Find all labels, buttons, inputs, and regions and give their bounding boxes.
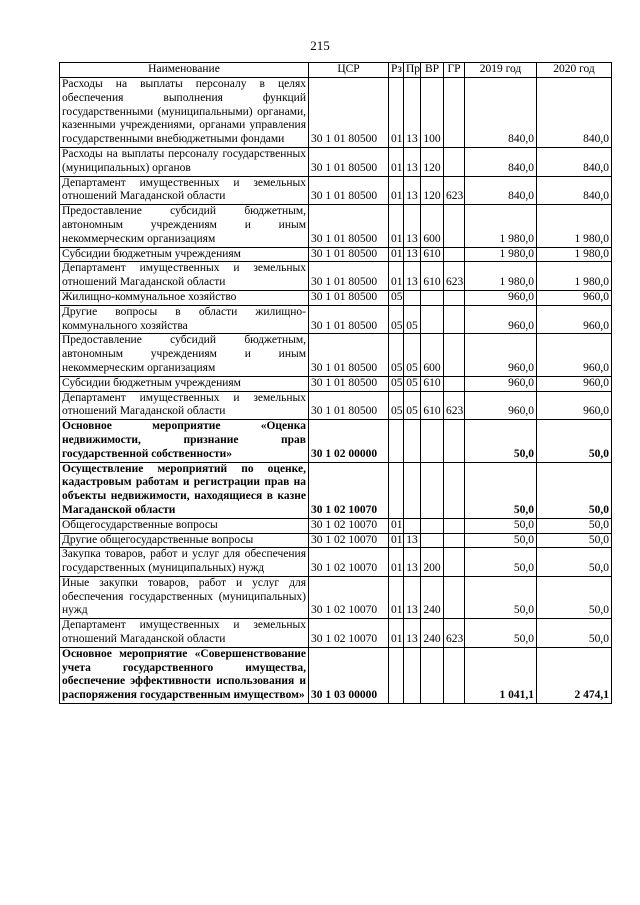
row-vr [421, 533, 444, 548]
row-vr [421, 647, 444, 703]
row-vr: 100 [421, 78, 444, 148]
row-2020: 1 980,0 [537, 262, 612, 291]
table-row [60, 376, 612, 391]
table-header-row [60, 63, 612, 78]
row-name: Предоставление субсидий бюджетным, автономным учреждениям и иным некоммерческим организациям [60, 334, 309, 376]
row-2020: 840,0 [537, 78, 612, 148]
row-2019: 960,0 [465, 305, 537, 334]
row-2020: 840,0 [537, 176, 612, 205]
row-pr [404, 420, 421, 462]
row-csr: 30 1 01 80500 [309, 262, 389, 291]
row-2019: 960,0 [465, 391, 537, 420]
row-gr [444, 334, 465, 376]
row-2019: 50,0 [465, 420, 537, 462]
row-2019: 50,0 [465, 533, 537, 548]
row-csr: 30 1 01 80500 [309, 247, 389, 262]
table-body [60, 78, 612, 704]
row-name: Осуществление мероприятий по оценке, кадастровым работам и регистрации прав на объекты недвижимости, находящиеся в казне Магаданской области [60, 462, 309, 518]
row-rz: 05 [389, 290, 404, 305]
row-vr [421, 462, 444, 518]
row-pr: 13 [404, 576, 421, 618]
row-rz: 01 [389, 205, 404, 247]
table-row [60, 334, 612, 376]
row-pr [404, 462, 421, 518]
row-gr [444, 647, 465, 703]
budget-table [59, 62, 612, 704]
table-row [60, 420, 612, 462]
table-row [60, 576, 612, 618]
row-csr: 30 1 03 00000 [309, 647, 389, 703]
row-vr: 610 [421, 247, 444, 262]
table-row [60, 548, 612, 577]
row-rz: 05 [389, 376, 404, 391]
row-pr: 13 [404, 78, 421, 148]
row-vr: 600 [421, 334, 444, 376]
row-pr: 13 [404, 176, 421, 205]
row-name: Департамент имущественных и земельных отношений Магаданской области [60, 619, 309, 648]
row-pr: 05 [404, 376, 421, 391]
row-csr: 30 1 01 80500 [309, 290, 389, 305]
row-pr: 05 [404, 391, 421, 420]
row-name: Субсидии бюджетным учреждениям [60, 247, 309, 262]
row-rz [389, 462, 404, 518]
table-row [60, 391, 612, 420]
row-pr [404, 647, 421, 703]
row-2019: 960,0 [465, 334, 537, 376]
row-2020: 50,0 [537, 462, 612, 518]
table-row [60, 647, 612, 703]
row-2020: 50,0 [537, 619, 612, 648]
row-name: Основное мероприятие «Совершенствование учета государственного имущества, обеспечение эффективности использования и распоряжения государственным имуществом» [60, 647, 309, 703]
row-2019: 1 041,1 [465, 647, 537, 703]
row-vr [421, 305, 444, 334]
row-2020: 960,0 [537, 290, 612, 305]
row-csr: 30 1 01 80500 [309, 376, 389, 391]
table-row [60, 247, 612, 262]
header-2020: 2020 год [537, 63, 612, 78]
row-vr [421, 518, 444, 533]
row-gr [444, 205, 465, 247]
row-gr [444, 147, 465, 176]
row-pr: 13 [404, 548, 421, 577]
table-row [60, 518, 612, 533]
row-csr: 30 1 02 10070 [309, 533, 389, 548]
row-pr: 05 [404, 305, 421, 334]
row-vr: 240 [421, 619, 444, 648]
row-rz [389, 647, 404, 703]
row-csr: 30 1 01 80500 [309, 176, 389, 205]
header-csr: ЦСР [309, 63, 389, 78]
row-2019: 50,0 [465, 576, 537, 618]
row-vr: 120 [421, 147, 444, 176]
row-gr [444, 290, 465, 305]
row-2019: 50,0 [465, 462, 537, 518]
row-name: Предоставление субсидий бюджетным, автономным учреждениям и иным некоммерческим организациям [60, 205, 309, 247]
row-pr: 13 [404, 147, 421, 176]
row-pr: 13 [404, 205, 421, 247]
row-csr: 30 1 02 10070 [309, 462, 389, 518]
row-2020: 960,0 [537, 334, 612, 376]
row-vr [421, 290, 444, 305]
row-2019: 1 980,0 [465, 247, 537, 262]
row-2019: 960,0 [465, 290, 537, 305]
row-2019: 50,0 [465, 548, 537, 577]
row-csr: 30 1 02 10070 [309, 619, 389, 648]
row-vr: 200 [421, 548, 444, 577]
row-pr: 13 [404, 533, 421, 548]
table-row [60, 462, 612, 518]
row-csr: 30 1 02 10070 [309, 518, 389, 533]
row-2020: 50,0 [537, 576, 612, 618]
header-pr: Пр [404, 63, 421, 78]
table-row [60, 262, 612, 291]
row-vr: 600 [421, 205, 444, 247]
table-row [60, 205, 612, 247]
row-name: Департамент имущественных и земельных отношений Магаданской области [60, 262, 309, 291]
row-2019: 840,0 [465, 147, 537, 176]
row-2019: 960,0 [465, 376, 537, 391]
row-rz: 01 [389, 147, 404, 176]
row-gr [444, 533, 465, 548]
row-rz: 01 [389, 576, 404, 618]
row-name: Общегосударственные вопросы [60, 518, 309, 533]
row-name: Другие общегосударственные вопросы [60, 533, 309, 548]
row-vr: 610 [421, 262, 444, 291]
row-vr [421, 420, 444, 462]
row-gr [444, 576, 465, 618]
row-name: Иные закупки товаров, работ и услуг для обеспечения государственных (муниципальных) нужд [60, 576, 309, 618]
row-csr: 30 1 01 80500 [309, 391, 389, 420]
row-vr: 120 [421, 176, 444, 205]
page-number: 215 [310, 38, 330, 53]
row-gr [444, 305, 465, 334]
row-rz: 01 [389, 176, 404, 205]
row-gr [444, 462, 465, 518]
row-2020: 960,0 [537, 376, 612, 391]
row-rz: 05 [389, 391, 404, 420]
table-row [60, 533, 612, 548]
row-gr [444, 420, 465, 462]
header-rz: Рз [389, 63, 404, 78]
table-row [60, 78, 612, 148]
row-gr: 623 [444, 391, 465, 420]
row-gr [444, 247, 465, 262]
row-pr: 13 [404, 247, 421, 262]
row-name: Департамент имущественных и земельных отношений Магаданской области [60, 391, 309, 420]
row-vr: 610 [421, 376, 444, 391]
header-vr: ВР [421, 63, 444, 78]
row-csr: 30 1 01 80500 [309, 205, 389, 247]
row-rz: 05 [389, 305, 404, 334]
row-name: Расходы на выплаты персоналу государственных (муниципальных) органов [60, 147, 309, 176]
row-csr: 30 1 02 10070 [309, 576, 389, 618]
row-2020: 840,0 [537, 147, 612, 176]
row-2020: 50,0 [537, 533, 612, 548]
table-row [60, 305, 612, 334]
row-pr [404, 518, 421, 533]
row-gr: 623 [444, 176, 465, 205]
row-name: Другие вопросы в области жилищно-коммунального хозяйства [60, 305, 309, 334]
row-gr: 623 [444, 619, 465, 648]
row-name: Основное мероприятие «Оценка недвижимости, признание прав государственной собственности» [60, 420, 309, 462]
row-gr [444, 548, 465, 577]
row-rz [389, 420, 404, 462]
row-rz: 01 [389, 548, 404, 577]
row-rz: 01 [389, 247, 404, 262]
row-name: Департамент имущественных и земельных отношений Магаданской области [60, 176, 309, 205]
row-name: Жилищно-коммунальное хозяйство [60, 290, 309, 305]
table-row [60, 290, 612, 305]
row-name: Закупка товаров, работ и услуг для обеспечения государственных (муниципальных) нужд [60, 548, 309, 577]
row-2019: 840,0 [465, 78, 537, 148]
row-2020: 2 474,1 [537, 647, 612, 703]
row-2019: 50,0 [465, 619, 537, 648]
table-row [60, 619, 612, 648]
row-rz: 05 [389, 334, 404, 376]
row-vr: 240 [421, 576, 444, 618]
row-2019: 1 980,0 [465, 262, 537, 291]
row-2020: 1 980,0 [537, 247, 612, 262]
row-name: Расходы на выплаты персоналу в целях обеспечения выполнения функций государственными (муниципальными) органами, казенными учреждениями, органами управления государственными внебюджетными фондами [60, 78, 309, 148]
table-row [60, 176, 612, 205]
row-2020: 50,0 [537, 420, 612, 462]
row-rz: 01 [389, 619, 404, 648]
row-gr [444, 78, 465, 148]
row-rz: 01 [389, 78, 404, 148]
row-pr: 13 [404, 619, 421, 648]
row-2020: 50,0 [537, 548, 612, 577]
row-vr: 610 [421, 391, 444, 420]
row-2020: 960,0 [537, 391, 612, 420]
row-gr [444, 518, 465, 533]
row-csr: 30 1 01 80500 [309, 147, 389, 176]
row-2020: 1 980,0 [537, 205, 612, 247]
row-gr: 623 [444, 262, 465, 291]
row-pr: 05 [404, 334, 421, 376]
row-gr [444, 376, 465, 391]
row-name: Субсидии бюджетным учреждениям [60, 376, 309, 391]
row-2019: 1 980,0 [465, 205, 537, 247]
row-csr: 30 1 01 80500 [309, 334, 389, 376]
row-2019: 50,0 [465, 518, 537, 533]
row-rz: 01 [389, 262, 404, 291]
row-rz: 01 [389, 518, 404, 533]
row-pr: 13 [404, 262, 421, 291]
row-rz: 01 [389, 533, 404, 548]
row-2019: 840,0 [465, 176, 537, 205]
row-csr: 30 1 02 10070 [309, 548, 389, 577]
row-csr: 30 1 01 80500 [309, 305, 389, 334]
row-2020: 960,0 [537, 305, 612, 334]
row-pr [404, 290, 421, 305]
table-row [60, 147, 612, 176]
row-csr: 30 1 02 00000 [309, 420, 389, 462]
row-2020: 50,0 [537, 518, 612, 533]
header-2019: 2019 год [465, 63, 537, 78]
header-gr: ГР [444, 63, 465, 78]
row-csr: 30 1 01 80500 [309, 78, 389, 148]
header-name: Наименование [60, 63, 309, 78]
